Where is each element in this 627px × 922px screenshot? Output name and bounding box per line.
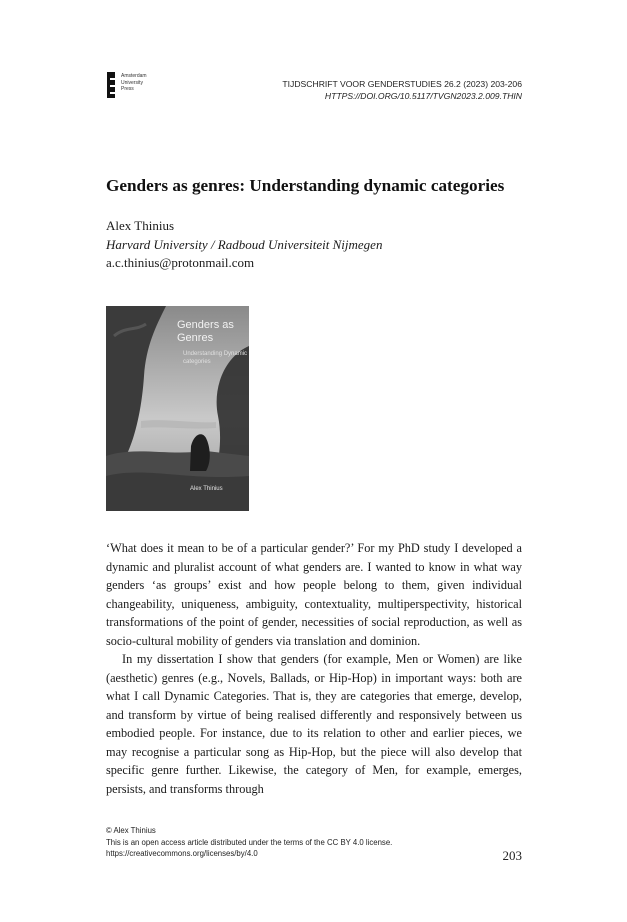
cover-author: Alex Thinius [190, 486, 223, 492]
author-email[interactable]: a.c.thinius@protonmail.com [106, 255, 255, 270]
license-link[interactable]: https://creativecommons.org/licenses/by/4.0 [106, 849, 258, 858]
logo-mark-icon [107, 72, 115, 98]
publisher-logo [107, 72, 167, 102]
journal-citation: TIJDSCHRIFT VOOR GENDERSTUDIES 26.2 (2023) 203-206 [282, 79, 522, 89]
doi-link[interactable]: HTTPS://DOI.ORG/10.5117/TVGN2023.2.009.THIN [324, 91, 522, 101]
cover-subtitle: Understanding Dynamic categories [183, 351, 248, 365]
book-cover-image [106, 306, 249, 511]
author-block [106, 217, 382, 273]
author-affiliation: Harvard University / Radboud Universiteit Nijmegen [106, 236, 383, 252]
cover-title: Genders as Genres [177, 319, 234, 344]
publisher-name: Amsterdam University Press [121, 73, 147, 92]
body-paragraph: In my dissertation I show that genders (for example, Men or Women) are like (aesthetic) genres (e.g., Novels, Ballads, or Hip-Hop) in important ways: both are what I call Dynamic Categories. That is, they are categories that emerge, develop, and transform by virtue of being realised differently and responsively between us embodied people. For instance, due to its relation to other and earlier pieces, we may recognise a particular song as Hip-Hop, but the piece will also develop that specific genre further. Likewise, the category of Men, for example, emerges, persists, and transforms through [106, 652, 522, 796]
article-title: Genders as genres: Understanding dynamic categories [106, 176, 505, 195]
license-text: This is an open access article distributed under the terms of the CC BY 4.0 license. [106, 837, 393, 847]
article-body [106, 539, 522, 798]
author-name: Alex Thinius [106, 218, 175, 233]
journal-header [282, 78, 522, 102]
page-number: 203 [502, 848, 522, 863]
body-paragraph: ‘What does it mean to be of a particular gender?’ For my PhD study I developed a dynamic and pluralist account of what genders are. I wanted to know in what way genders ‘as groups’ exist and how people belong to them, given individual changeability, uniqueness, ambiguity, contextuality, multiperspectivity, historical transformations of the point of gender, necessities of social reproduction, as well as socio-cultural mobility of genders via translation and dominion. [106, 541, 522, 648]
license-footer [106, 825, 392, 860]
copyright-notice: © Alex Thinius [106, 826, 156, 835]
